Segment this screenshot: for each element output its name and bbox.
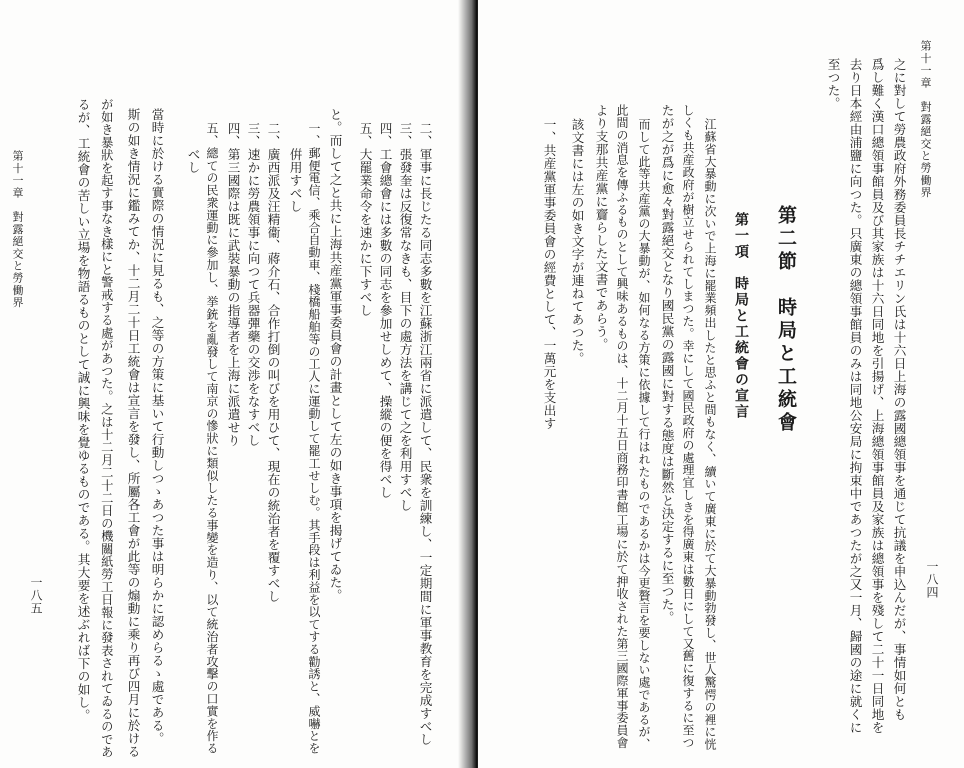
left-line: 倂用すべし <box>287 148 303 213</box>
right-line: 至つた。 <box>825 58 841 110</box>
right-line: 而して此等共産黨の大暴動が、如何なる方策に依據して行はれたものであるかは今更贅言を要しない處であるが、 <box>637 118 651 751</box>
right-running-head: 第十一章 對露絕交と勞働界 <box>919 40 932 199</box>
right-line: たが之が爲に愈々對露絕交となり國民黨の露國に對する態度は斷然と決定するに至つた。 <box>659 104 675 624</box>
right-page <box>478 0 964 768</box>
left-line: 五、總ての民衆運動に參加し、挙銃を亂發して南京の慘狀に類似したる事變を造り、以て統治者攻擊の口實を作る <box>205 122 219 755</box>
right-line: 江蘇省大暴動に次いで上海に罷業頻出したと思ふと間もなく、續いて廣東に於て大暴動勃發し、世人驚愕の裡に恍 <box>703 118 717 751</box>
left-line: 五、大罷業命令を速かに下すべし <box>357 122 373 317</box>
right-line: 之に對して勞農政府外務委員長チチエリン氏は十六日上海の露國總領事を通じて抗議を申込んだが、事情如何とも <box>891 58 907 721</box>
left-line: るが、工統會の苦しい立場を物語るものとして誠に興味を覺ゆるものである。其大要を述ぶれば下の如し。 <box>75 98 91 722</box>
left-line: 一、郵便電信、乘合自動車、棧橋船舶等の工人に運動して罷工せしむ。其手段は利益を以てする勸誘と、威嚇とを <box>307 122 321 755</box>
right-line: より支那共産黨に齎らした文書であらう。 <box>593 104 609 351</box>
left-line: 四、工會總會には多數の同志を參加せしめて、操縱の便を得べし <box>377 122 393 499</box>
right-line: 去り日本經由浦鹽に向つた。只廣東の總領事館員のみは同地公安局に拘束中であつたが之又一月、歸國の途に就くに <box>847 58 863 734</box>
left-running-head: 第十一章 對露絕交と勞働界 <box>11 150 24 309</box>
left-page-number: 一八五 <box>29 576 43 615</box>
left-line: 斯の如き情況に鑑みてか、十二月二十日工統會は宣言を發し、所屬各工會が此等の煽動に乘り再び四月に於ける <box>125 108 141 758</box>
left-line: べし <box>185 148 201 174</box>
left-line: と。而して之と共に上海共産黨軍事委員會の計畫として左の如き事項を揭げてゐた。 <box>327 108 343 602</box>
section-title: 第二節 時局と工統會 <box>775 205 797 435</box>
left-line: 二、廣西派及汪精衞、蔣介石、合作打倒の叫びを用ひて、現在の統治者を覆すべし <box>265 122 281 603</box>
right-line: 此間の消息を傳ふるものとして興味あるものは、十二月十五日商務印書館工場に於て押收された第三國際軍事委員會 <box>615 104 629 749</box>
subsection-title: 第一項 時局と工統會の宣言 <box>733 212 749 420</box>
right-line: しくも共産政府が樹立せられてしまつた。幸にして國民政府の處理宜しきを得廣東は數日にして又舊に復するに至つ <box>681 104 695 749</box>
left-line: 三、張發奎は反復常なきも、目下の處方法を講じて之を利用すべし <box>397 122 413 512</box>
left-line: 四、第三國際は既に武裝暴動の指導者を上海に派遣せり <box>225 122 241 447</box>
right-line: 爲し難く漢口總領事館員及び其家族は十六日同地を引揚げ、上海總領事館員及家族は總領事を殘して二十一日同地を <box>869 58 885 734</box>
right-line: 該文書には左の如き文字が連ねてあつた。 <box>569 118 585 365</box>
left-page <box>0 0 470 768</box>
right-line: 一、共産黨軍事委員會の經費として、一萬元を支出す <box>541 118 557 430</box>
left-line: 三、速かに勞農領事に向つて兵器彈藥の交渉をなすべし <box>245 122 261 447</box>
right-page-number: 一八四 <box>925 560 939 599</box>
left-line: が如き暴狀を起す事なき樣にと警戒する處があつた。之は十二月二十二日の機關紙勞工日報に發表されてゐるのであ <box>99 98 114 759</box>
left-line: 當時に於ける實際の情況に見るも、之等の方策に基いて行動しつゝあつた事は明らかに認めらるゝ處である。 <box>149 108 165 745</box>
left-line: 二、軍事に長じたる同志多數を江蘇浙江兩省に派遣して、民衆を訓練し、一定期間に軍事教育を完成すべし <box>417 122 433 746</box>
